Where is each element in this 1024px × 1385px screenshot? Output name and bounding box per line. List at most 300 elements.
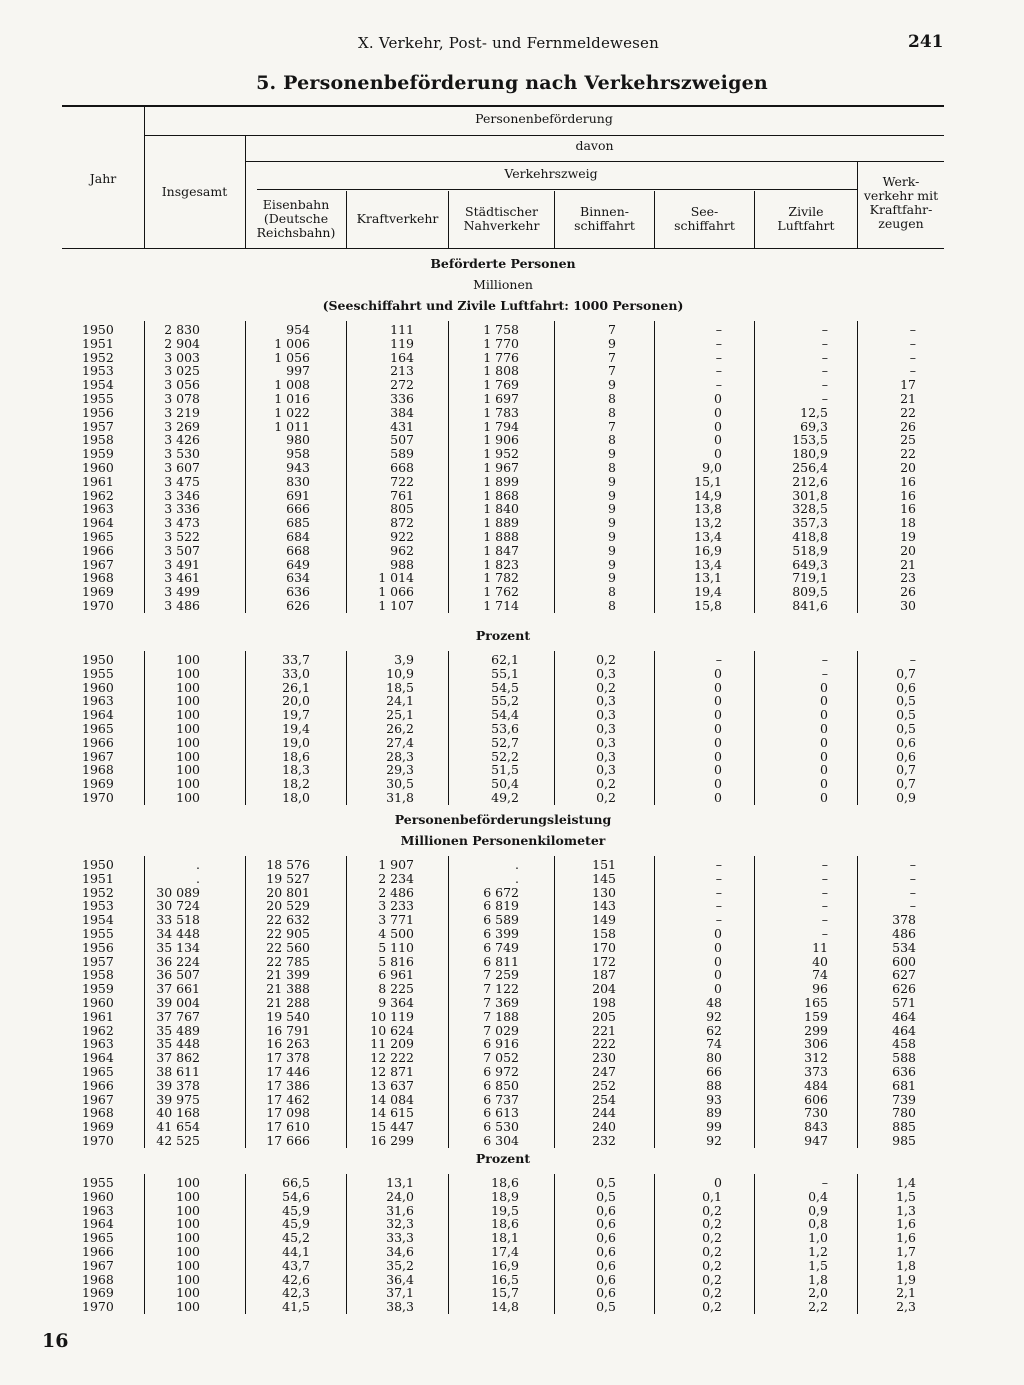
- cell-year: 1967: [82, 556, 114, 572]
- cell-year: 1962: [82, 1022, 114, 1038]
- cell-nahverkehr: 6 399: [483, 926, 519, 941]
- cell-nahverkehr: 16,5: [491, 1271, 519, 1287]
- cell-eisenbahn: 16 791: [266, 1022, 310, 1038]
- cell-binnenschiffahrt: 0,3: [596, 693, 616, 709]
- column-rule: [654, 856, 655, 1148]
- cell-seeschiffahrt: 0: [714, 693, 722, 709]
- cell-binnenschiffahrt: 151: [592, 857, 616, 872]
- cell-year: 1956: [82, 939, 114, 955]
- cell-eisenbahn: 18 576: [266, 857, 310, 872]
- cell-year: 1967: [82, 748, 114, 764]
- table-row: [62, 530, 944, 544]
- cell-werkverkehr: 600: [892, 953, 916, 969]
- cell-werkverkehr: 681: [892, 1077, 916, 1093]
- cell-seeschiffahrt: –: [715, 335, 722, 351]
- header-rule-jahr: [144, 105, 145, 248]
- cell-nahverkehr: 6 850: [483, 1077, 519, 1093]
- cell-luftfahrt: 809,5: [792, 584, 828, 600]
- cell-nahverkehr: 18,6: [491, 1175, 519, 1190]
- cell-seeschiffahrt: –: [715, 322, 722, 337]
- cell-insgesamt: 100: [176, 1244, 200, 1259]
- cell-year: 1968: [82, 570, 114, 586]
- cell-nahverkehr: 19,5: [491, 1202, 519, 1218]
- cell-nahverkehr: 6 819: [483, 898, 519, 914]
- table-row: [62, 763, 944, 777]
- table-row: [62, 433, 944, 447]
- cell-nahverkehr: 62,1: [491, 652, 519, 667]
- header-bottom-rule: [62, 248, 944, 249]
- cell-binnenschiffahrt: 130: [592, 884, 616, 900]
- cell-eisenbahn: 958: [286, 446, 310, 462]
- cell-eisenbahn: 20 801: [266, 884, 310, 900]
- cell-eisenbahn: 17 610: [266, 1119, 310, 1135]
- header-werk-l1: Werk-: [882, 174, 920, 189]
- cell-binnenschiffahrt: 198: [592, 995, 616, 1010]
- cell-luftfahrt: –: [821, 652, 828, 667]
- cell-luftfahrt: 484: [804, 1077, 828, 1093]
- cell-werkverkehr: –: [909, 898, 916, 914]
- cell-year: 1966: [82, 734, 114, 750]
- cell-luftfahrt: 0: [820, 762, 828, 778]
- cell-seeschiffahrt: 89: [706, 1105, 722, 1121]
- cell-werkverkehr: 571: [892, 995, 916, 1010]
- cell-year: 1958: [82, 967, 114, 983]
- column-rule: [448, 856, 449, 1148]
- cell-nahverkehr: 1 808: [483, 363, 519, 379]
- cell-werkverkehr: 885: [892, 1119, 916, 1135]
- header-see-l1: See-: [690, 204, 719, 219]
- cell-nahverkehr: 1 794: [483, 418, 519, 434]
- cell-werkverkehr: –: [909, 870, 916, 886]
- cell-kraftverkehr: 111: [390, 322, 414, 337]
- cell-luftfahrt: –: [821, 898, 828, 914]
- cell-insgesamt: 100: [176, 748, 200, 764]
- cell-binnenschiffahrt: 254: [592, 1091, 616, 1107]
- cell-seeschiffahrt: 0: [714, 790, 722, 805]
- cell-year: 1955: [82, 391, 114, 406]
- header-luft-l1: Zivile: [788, 204, 824, 219]
- cell-insgesamt: 100: [176, 693, 200, 709]
- section-title: Prozent: [475, 1151, 531, 1166]
- cell-werkverkehr: 1,8: [896, 1257, 916, 1273]
- cell-nahverkehr: 1 714: [483, 598, 519, 613]
- cell-eisenbahn: 1 011: [274, 418, 310, 434]
- cell-werkverkehr: 0,7: [896, 665, 916, 681]
- cell-year: 1962: [82, 487, 114, 503]
- cell-luftfahrt: –: [821, 391, 828, 406]
- table-row: [62, 1093, 944, 1107]
- cell-binnenschiffahrt: 172: [592, 953, 616, 969]
- cell-binnenschiffahrt: 143: [592, 898, 616, 914]
- header-verkehrszweig: Verkehrszweig: [504, 166, 598, 181]
- cell-binnenschiffahrt: 0,6: [596, 1285, 616, 1301]
- column-rule: [144, 856, 145, 1148]
- cell-seeschiffahrt: –: [715, 857, 722, 872]
- cell-kraftverkehr: 3 233: [378, 898, 414, 914]
- cell-year: 1965: [82, 1064, 114, 1079]
- table-row: [62, 858, 944, 872]
- cell-eisenbahn: 42,6: [282, 1271, 310, 1287]
- table-row: [62, 777, 944, 791]
- cell-insgesamt: 100: [176, 1285, 200, 1301]
- cell-year: 1950: [82, 652, 114, 667]
- cell-year: 1967: [82, 1257, 114, 1273]
- table-row: [62, 791, 944, 805]
- cell-nahverkehr: 1 769: [483, 377, 519, 393]
- cell-werkverkehr: 19: [900, 529, 916, 544]
- cell-nahverkehr: 1 782: [483, 570, 519, 586]
- cell-eisenbahn: 20 529: [266, 898, 310, 914]
- cell-seeschiffahrt: 0: [714, 762, 722, 778]
- cell-insgesamt: 37 862: [156, 1050, 200, 1066]
- cell-kraftverkehr: 2 234: [378, 870, 414, 886]
- header-nahverkehr-l1: Städtischer: [465, 204, 538, 219]
- cell-werkverkehr: –: [909, 335, 916, 351]
- cell-luftfahrt: 1,5: [808, 1257, 828, 1273]
- cell-kraftverkehr: 3 771: [378, 912, 414, 928]
- cell-seeschiffahrt: 0: [714, 981, 722, 997]
- cell-seeschiffahrt: –: [715, 912, 722, 928]
- header-kraftverkehr: Kraftverkehr: [356, 211, 439, 226]
- cell-binnenschiffahrt: 204: [592, 981, 616, 997]
- cell-eisenbahn: 1 016: [274, 391, 310, 406]
- cell-year: 1953: [82, 363, 114, 379]
- cell-insgesamt: 100: [176, 762, 200, 778]
- cell-binnenschiffahrt: 8: [608, 432, 616, 448]
- header-davon: davon: [575, 138, 614, 153]
- cell-year: 1968: [82, 762, 114, 778]
- cell-year: 1969: [82, 776, 114, 792]
- cell-seeschiffahrt: 0: [714, 404, 722, 420]
- cell-seeschiffahrt: 88: [706, 1077, 722, 1093]
- cell-seeschiffahrt: 0,2: [702, 1299, 722, 1315]
- cell-luftfahrt: 299: [804, 1022, 828, 1038]
- cell-werkverkehr: 2,3: [896, 1299, 916, 1315]
- cell-nahverkehr: 50,4: [491, 776, 519, 792]
- cell-werkverkehr: 26: [900, 418, 916, 434]
- cell-kraftverkehr: 1 066: [378, 584, 414, 600]
- cell-seeschiffahrt: 15,8: [694, 598, 722, 613]
- cell-binnenschiffahrt: 149: [592, 912, 616, 928]
- cell-insgesamt: 41 654: [156, 1119, 200, 1135]
- cell-luftfahrt: 0: [820, 679, 828, 695]
- cell-insgesamt: 3 507: [164, 542, 200, 558]
- cell-seeschiffahrt: 14,9: [694, 487, 722, 503]
- cell-nahverkehr: 1 899: [483, 473, 519, 489]
- cell-eisenbahn: 685: [286, 515, 310, 531]
- cell-werkverkehr: 16: [900, 501, 916, 517]
- cell-luftfahrt: 0: [820, 776, 828, 792]
- cell-insgesamt: 100: [176, 721, 200, 736]
- cell-werkverkehr: 486: [892, 926, 916, 941]
- cell-luftfahrt: 947: [804, 1133, 828, 1148]
- cell-year: 1968: [82, 1105, 114, 1121]
- cell-year: 1950: [82, 857, 114, 872]
- cell-binnenschiffahrt: 221: [592, 1022, 616, 1038]
- cell-nahverkehr: 6 613: [483, 1105, 519, 1121]
- cell-binnenschiffahrt: 9: [608, 377, 616, 393]
- cell-binnenschiffahrt: 0,3: [596, 665, 616, 681]
- cell-seeschiffahrt: 74: [706, 1036, 722, 1052]
- cell-luftfahrt: 0: [820, 707, 828, 723]
- table-row: [62, 886, 944, 900]
- column-rule: [144, 651, 145, 805]
- cell-insgesamt: 3 486: [164, 598, 200, 613]
- cell-werkverkehr: 1,7: [896, 1244, 916, 1259]
- cell-kraftverkehr: 16 299: [370, 1133, 414, 1148]
- header-seeschiffahrt: [655, 205, 754, 233]
- cell-binnenschiffahrt: 9: [608, 529, 616, 544]
- cell-insgesamt: 100: [176, 1175, 200, 1190]
- cell-nahverkehr: 6 749: [483, 939, 519, 955]
- column-rule: [144, 1174, 145, 1314]
- cell-werkverkehr: –: [909, 322, 916, 337]
- cell-nahverkehr: 55,2: [491, 693, 519, 709]
- column-rule: [346, 856, 347, 1148]
- cell-werkverkehr: 21: [900, 556, 916, 572]
- cell-eisenbahn: 18,6: [282, 748, 310, 764]
- cell-eisenbahn: 18,2: [282, 776, 310, 792]
- cell-insgesamt: 39 378: [156, 1077, 200, 1093]
- cell-werkverkehr: 0,7: [896, 776, 916, 792]
- cell-werkverkehr: 22: [900, 404, 916, 420]
- cell-kraftverkehr: 922: [390, 529, 414, 544]
- cell-insgesamt: 3 461: [164, 570, 200, 586]
- cell-kraftverkehr: 431: [390, 418, 414, 434]
- section-title: Personenbeförderungsleistung: [394, 812, 612, 827]
- cell-insgesamt: 100: [176, 790, 200, 805]
- cell-eisenbahn: 22 785: [266, 953, 310, 969]
- cell-eisenbahn: 17 386: [266, 1077, 310, 1093]
- cell-nahverkehr: 52,7: [491, 734, 519, 750]
- cell-eisenbahn: 980: [286, 432, 310, 448]
- cell-eisenbahn: 626: [286, 598, 310, 613]
- cell-kraftverkehr: 9 364: [378, 995, 414, 1010]
- cell-luftfahrt: 719,1: [792, 570, 828, 586]
- cell-kraftverkehr: 761: [390, 487, 414, 503]
- cell-eisenbahn: 41,5: [282, 1299, 310, 1315]
- cell-nahverkehr: 7 259: [483, 967, 519, 983]
- table-row: [62, 681, 944, 695]
- cell-nahverkehr: 6 304: [483, 1133, 519, 1148]
- cell-seeschiffahrt: 0: [714, 953, 722, 969]
- cell-luftfahrt: 40: [812, 953, 828, 969]
- cell-eisenbahn: 33,0: [282, 665, 310, 681]
- cell-eisenbahn: 649: [286, 556, 310, 572]
- cell-kraftverkehr: 36,4: [386, 1271, 414, 1287]
- cell-binnenschiffahrt: 230: [592, 1050, 616, 1066]
- cell-eisenbahn: 26,1: [282, 679, 310, 695]
- cell-binnenschiffahrt: 9: [608, 446, 616, 462]
- cell-eisenbahn: 21 399: [266, 967, 310, 983]
- cell-kraftverkehr: 5 110: [378, 939, 414, 955]
- cell-insgesamt: 36 224: [156, 953, 200, 969]
- table-row: [62, 1106, 944, 1120]
- cell-insgesamt: 100: [176, 679, 200, 695]
- cell-kraftverkehr: 25,1: [386, 707, 414, 723]
- cell-nahverkehr: 18,6: [491, 1216, 519, 1232]
- cell-nahverkehr: 18,9: [491, 1188, 519, 1204]
- cell-kraftverkehr: 38,3: [386, 1299, 414, 1315]
- cell-luftfahrt: –: [821, 349, 828, 365]
- cell-insgesamt: 36 507: [156, 967, 200, 983]
- cell-insgesamt: 3 607: [164, 460, 200, 475]
- cell-nahverkehr: 6 737: [483, 1091, 519, 1107]
- table-row: [62, 1273, 944, 1287]
- cell-werkverkehr: 20: [900, 460, 916, 475]
- cell-eisenbahn: 17 666: [266, 1133, 310, 1148]
- cell-eisenbahn: 1 008: [274, 377, 310, 393]
- cell-year: 1969: [82, 584, 114, 600]
- column-rule: [346, 1174, 347, 1314]
- cell-luftfahrt: –: [821, 363, 828, 379]
- cell-luftfahrt: 256,4: [792, 460, 828, 475]
- cell-werkverkehr: 17: [900, 377, 916, 393]
- cell-werkverkehr: 0,7: [896, 762, 916, 778]
- column-rule: [346, 321, 347, 613]
- table-row: [62, 1176, 944, 1190]
- cell-luftfahrt: 74: [812, 967, 828, 983]
- cell-binnenschiffahrt: 145: [592, 870, 616, 886]
- table-row: [62, 1134, 944, 1148]
- cell-insgesamt: 38 611: [156, 1064, 200, 1079]
- cell-binnenschiffahrt: 8: [608, 584, 616, 600]
- cell-eisenbahn: 1 006: [274, 335, 310, 351]
- cell-werkverkehr: 0,6: [896, 748, 916, 764]
- column-rule: [654, 321, 655, 613]
- cell-seeschiffahrt: 0: [714, 432, 722, 448]
- column-rule: [245, 1174, 246, 1314]
- cell-insgesamt: 3 522: [164, 529, 200, 544]
- cell-nahverkehr: 16,9: [491, 1257, 519, 1273]
- cell-nahverkehr: 1 783: [483, 404, 519, 420]
- cell-eisenbahn: 636: [286, 584, 310, 600]
- cell-year: 1963: [82, 1202, 114, 1218]
- table-row: [62, 489, 944, 503]
- cell-nahverkehr: 7 188: [483, 1008, 519, 1024]
- column-rule: [448, 1174, 449, 1314]
- cell-kraftverkehr: 27,4: [386, 734, 414, 750]
- cell-luftfahrt: 1,2: [808, 1244, 828, 1259]
- table-row: [62, 1231, 944, 1245]
- cell-insgesamt: 34 448: [156, 926, 200, 941]
- cell-nahverkehr: 1 906: [483, 432, 519, 448]
- cell-kraftverkehr: 33,3: [386, 1230, 414, 1246]
- column-rule: [754, 856, 755, 1148]
- cell-seeschiffahrt: 0: [714, 1175, 722, 1190]
- running-head-section: X. Verkehr, Post- und Fernmeldewesen: [358, 34, 659, 52]
- cell-kraftverkehr: 32,3: [386, 1216, 414, 1232]
- cell-luftfahrt: 2,2: [808, 1299, 828, 1315]
- table-row: [62, 941, 944, 955]
- cell-luftfahrt: 373: [804, 1064, 828, 1079]
- cell-seeschiffahrt: 16,9: [694, 542, 722, 558]
- header-top-rule: [62, 105, 944, 107]
- cell-binnenschiffahrt: 9: [608, 515, 616, 531]
- cell-kraftverkehr: 15 447: [370, 1119, 414, 1135]
- cell-werkverkehr: 22: [900, 446, 916, 462]
- cell-seeschiffahrt: –: [715, 898, 722, 914]
- cell-binnenschiffahrt: 0,6: [596, 1230, 616, 1246]
- cell-seeschiffahrt: 15,1: [694, 473, 722, 489]
- cell-luftfahrt: 159: [804, 1008, 828, 1024]
- cell-insgesamt: 40 168: [156, 1105, 200, 1121]
- cell-luftfahrt: 0: [820, 721, 828, 736]
- cell-year: 1950: [82, 322, 114, 337]
- cell-year: 1961: [82, 1008, 114, 1024]
- cell-insgesamt: 39 004: [156, 995, 200, 1010]
- table-row: [62, 351, 944, 365]
- cell-luftfahrt: 212,6: [792, 473, 828, 489]
- cell-luftfahrt: 0: [820, 734, 828, 750]
- cell-werkverkehr: 1,6: [896, 1216, 916, 1232]
- cell-luftfahrt: 2,0: [808, 1285, 828, 1301]
- table-row: [62, 1120, 944, 1134]
- cell-nahverkehr: 7 369: [483, 995, 519, 1010]
- cell-eisenbahn: 19 527: [266, 870, 310, 886]
- table-row: [62, 571, 944, 585]
- cell-nahverkehr: 55,1: [491, 665, 519, 681]
- cell-binnenschiffahrt: 0,2: [596, 790, 616, 805]
- cell-seeschiffahrt: 62: [706, 1022, 722, 1038]
- cell-luftfahrt: 418,8: [792, 529, 828, 544]
- cell-binnenschiffahrt: 244: [592, 1105, 616, 1121]
- cell-werkverkehr: 627: [892, 967, 916, 983]
- cell-werkverkehr: 1,6: [896, 1230, 916, 1246]
- cell-binnenschiffahrt: 0,3: [596, 762, 616, 778]
- cell-seeschiffahrt: 66: [706, 1064, 722, 1079]
- cell-eisenbahn: 18,0: [282, 790, 310, 805]
- cell-eisenbahn: 634: [286, 570, 310, 586]
- cell-insgesamt: 30 724: [156, 898, 200, 914]
- cell-seeschiffahrt: 0,2: [702, 1271, 722, 1287]
- cell-seeschiffahrt: 93: [706, 1091, 722, 1107]
- cell-insgesamt: 33 518: [156, 912, 200, 928]
- cell-insgesamt: 3 499: [164, 584, 200, 600]
- table-title: 5. Personenbeförderung nach Verkehrszweigen: [256, 72, 768, 94]
- cell-year: 1958: [82, 432, 114, 448]
- cell-nahverkehr: 54,5: [491, 679, 519, 695]
- table-row: [62, 1190, 944, 1204]
- cell-werkverkehr: 30: [900, 598, 916, 613]
- cell-kraftverkehr: 14 084: [370, 1091, 414, 1107]
- cell-year: 1960: [82, 679, 114, 695]
- cell-eisenbahn: 54,6: [282, 1188, 310, 1204]
- cell-year: 1966: [82, 1244, 114, 1259]
- cell-werkverkehr: 626: [892, 981, 916, 997]
- table-row: [62, 968, 944, 982]
- table-header: [62, 105, 944, 249]
- cell-year: 1968: [82, 1271, 114, 1287]
- cell-nahverkehr: 7 122: [483, 981, 519, 997]
- cell-seeschiffahrt: –: [715, 377, 722, 393]
- cell-binnenschiffahrt: 8: [608, 404, 616, 420]
- cell-nahverkehr: 1 967: [483, 460, 519, 475]
- cell-eisenbahn: 668: [286, 542, 310, 558]
- cell-seeschiffahrt: –: [715, 884, 722, 900]
- cell-binnenschiffahrt: 240: [592, 1119, 616, 1135]
- cell-werkverkehr: 780: [892, 1105, 916, 1121]
- cell-insgesamt: 100: [176, 1257, 200, 1273]
- cell-seeschiffahrt: 0: [714, 721, 722, 736]
- cell-insgesamt: 39 975: [156, 1091, 200, 1107]
- cell-nahverkehr: 52,2: [491, 748, 519, 764]
- column-rule: [448, 321, 449, 613]
- cell-werkverkehr: 1,9: [896, 1271, 916, 1287]
- cell-kraftverkehr: 8 225: [378, 981, 414, 997]
- cell-binnenschiffahrt: 0,3: [596, 721, 616, 736]
- cell-eisenbahn: 19,7: [282, 707, 310, 723]
